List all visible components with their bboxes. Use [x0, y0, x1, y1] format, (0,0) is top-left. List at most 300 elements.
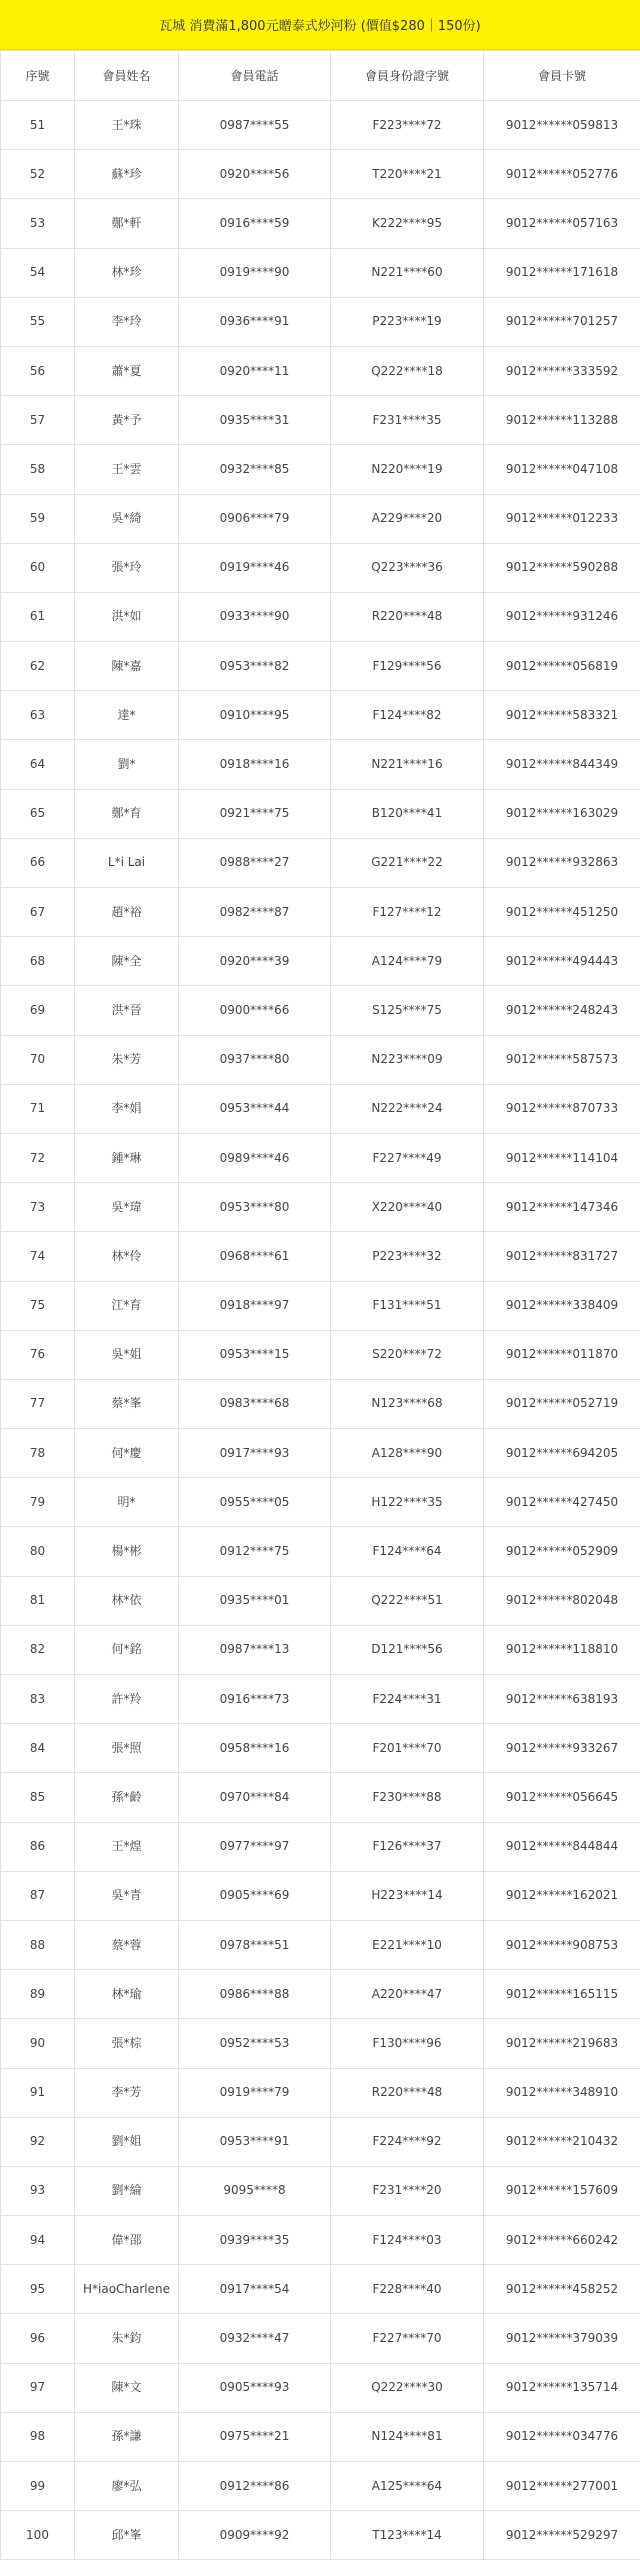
cell-id: F124****82 — [331, 691, 484, 740]
cell-card: 9012******059813 — [484, 101, 640, 150]
table-row — [1, 838, 640, 887]
cell-number: 97 — [1, 2363, 75, 2412]
cell-number: 64 — [1, 740, 75, 789]
cell-phone: 0937****80 — [179, 1035, 331, 1084]
cell-number: 94 — [1, 2216, 75, 2265]
cell-phone: 0918****16 — [179, 740, 331, 789]
cell-card: 9012******701257 — [484, 297, 640, 346]
table-row — [1, 2068, 640, 2117]
cell-card: 9012******933267 — [484, 1724, 640, 1773]
cell-number: 96 — [1, 2314, 75, 2363]
cell-name: 李*芳 — [75, 2068, 179, 2117]
cell-name: 朱*鈞 — [75, 2314, 179, 2363]
table-row — [1, 642, 640, 691]
table-row — [1, 150, 640, 199]
cell-card: 9012******162021 — [484, 1871, 640, 1920]
cell-phone: 0989****46 — [179, 1133, 331, 1182]
cell-number: 77 — [1, 1379, 75, 1428]
table-row — [1, 2462, 640, 2511]
cell-name: 黃*予 — [75, 396, 179, 445]
table-row — [1, 248, 640, 297]
cell-name: 吳*綺 — [75, 494, 179, 543]
cell-name: 吳*瑋 — [75, 1183, 179, 1232]
cell-name: 趙*裕 — [75, 888, 179, 937]
cell-card: 9012******660242 — [484, 2216, 640, 2265]
cell-card: 9012******348910 — [484, 2068, 640, 2117]
cell-card: 9012******219683 — [484, 2019, 640, 2068]
cell-number: 63 — [1, 691, 75, 740]
cell-name: 孫*齡 — [75, 1773, 179, 1822]
cell-id: F231****20 — [331, 2166, 484, 2215]
cell-number: 59 — [1, 494, 75, 543]
cell-name: 吳*青 — [75, 1871, 179, 1920]
table-row — [1, 396, 640, 445]
table-row — [1, 1871, 640, 1920]
cell-phone: 0916****73 — [179, 1675, 331, 1724]
table-row — [1, 199, 640, 248]
cell-card: 9012******338409 — [484, 1281, 640, 1330]
cell-number: 86 — [1, 1822, 75, 1871]
cell-name: 鄭*育 — [75, 789, 179, 838]
cell-id: A128****90 — [331, 1429, 484, 1478]
table-row — [1, 1133, 640, 1182]
cell-phone: 0939****35 — [179, 2216, 331, 2265]
cell-number: 83 — [1, 1675, 75, 1724]
cell-name: 李*娟 — [75, 1084, 179, 1133]
cell-phone: 0953****44 — [179, 1084, 331, 1133]
cell-id: N124****81 — [331, 2412, 484, 2461]
cell-card: 9012******590288 — [484, 543, 640, 592]
cell-phone: 0936****91 — [179, 297, 331, 346]
cell-name: 林*伶 — [75, 1232, 179, 1281]
table-row — [1, 986, 640, 1035]
cell-phone: 0912****86 — [179, 2462, 331, 2511]
cell-name: 李*玲 — [75, 297, 179, 346]
cell-phone: 0970****84 — [179, 1773, 331, 1822]
cell-id: F131****51 — [331, 1281, 484, 1330]
cell-id: F129****56 — [331, 642, 484, 691]
cell-name: 蔡*峯 — [75, 1379, 179, 1428]
cell-number: 78 — [1, 1429, 75, 1478]
cell-number: 57 — [1, 396, 75, 445]
table-row — [1, 1625, 640, 1674]
cell-id: S125****75 — [331, 986, 484, 1035]
table-row — [1, 1330, 640, 1379]
table-row — [1, 1183, 640, 1232]
cell-name: 陳*全 — [75, 937, 179, 986]
table-row — [1, 1281, 640, 1330]
cell-phone: 0986****88 — [179, 1970, 331, 2019]
cell-card: 9012******583321 — [484, 691, 640, 740]
cell-card: 9012******047108 — [484, 445, 640, 494]
cell-id: T220****21 — [331, 150, 484, 199]
cell-id: P223****19 — [331, 297, 484, 346]
cell-number: 53 — [1, 199, 75, 248]
cell-number: 67 — [1, 888, 75, 937]
cell-card: 9012******451250 — [484, 888, 640, 937]
cell-phone: 0916****59 — [179, 199, 331, 248]
cell-number: 73 — [1, 1183, 75, 1232]
cell-number: 98 — [1, 2412, 75, 2461]
cell-id: N221****60 — [331, 248, 484, 297]
cell-number: 76 — [1, 1330, 75, 1379]
cell-id: A124****79 — [331, 937, 484, 986]
table-row — [1, 789, 640, 838]
table-row — [1, 346, 640, 395]
cell-name: 鄭*軒 — [75, 199, 179, 248]
table-row — [1, 1576, 640, 1625]
cell-card: 9012******034776 — [484, 2412, 640, 2461]
cell-phone: 0987****13 — [179, 1625, 331, 1674]
cell-id: F130****96 — [331, 2019, 484, 2068]
cell-name: 陳*文 — [75, 2363, 179, 2412]
cell-number: 55 — [1, 297, 75, 346]
cell-id: H223****14 — [331, 1871, 484, 1920]
cell-number: 71 — [1, 1084, 75, 1133]
cell-id: N221****16 — [331, 740, 484, 789]
cell-number: 75 — [1, 1281, 75, 1330]
cell-number: 65 — [1, 789, 75, 838]
cell-phone: 0917****93 — [179, 1429, 331, 1478]
cell-phone: 0988****27 — [179, 838, 331, 887]
cell-id: Q222****51 — [331, 1576, 484, 1625]
cell-phone: 0935****31 — [179, 396, 331, 445]
cell-card: 9012******052776 — [484, 150, 640, 199]
cell-number: 51 — [1, 101, 75, 150]
cell-name: 邱*峯 — [75, 2511, 179, 2560]
cell-name: L*i Lai — [75, 838, 179, 887]
cell-number: 80 — [1, 1527, 75, 1576]
cell-phone: 0919****90 — [179, 248, 331, 297]
cell-id: G221****22 — [331, 838, 484, 887]
cell-phone: 0953****80 — [179, 1183, 331, 1232]
cell-phone: 0900****66 — [179, 986, 331, 1035]
table-row — [1, 1379, 640, 1428]
cell-name: 陳*嘉 — [75, 642, 179, 691]
cell-name: 王*雲 — [75, 445, 179, 494]
cell-name: 達* — [75, 691, 179, 740]
table-body — [1, 101, 640, 2560]
table-row — [1, 2117, 640, 2166]
members-table — [0, 50, 640, 2560]
table-row — [1, 2363, 640, 2412]
cell-card: 9012******056645 — [484, 1773, 640, 1822]
column-header-id: 會員身份證字號 — [331, 51, 484, 101]
cell-id: R220****48 — [331, 592, 484, 641]
cell-card: 9012******844349 — [484, 740, 640, 789]
cell-name: 廖*弘 — [75, 2462, 179, 2511]
cell-card: 9012******011870 — [484, 1330, 640, 1379]
cell-number: 56 — [1, 346, 75, 395]
cell-card: 9012******694205 — [484, 1429, 640, 1478]
cell-number: 60 — [1, 543, 75, 592]
table-row — [1, 1478, 640, 1527]
cell-id: F224****92 — [331, 2117, 484, 2166]
cell-name: 鍾*琳 — [75, 1133, 179, 1182]
cell-phone: 0917****54 — [179, 2265, 331, 2314]
cell-number: 52 — [1, 150, 75, 199]
cell-phone: 0912****75 — [179, 1527, 331, 1576]
cell-card: 9012******932863 — [484, 838, 640, 887]
cell-id: D121****56 — [331, 1625, 484, 1674]
cell-name: 許*羚 — [75, 1675, 179, 1724]
cell-phone: 0953****82 — [179, 642, 331, 691]
table-row — [1, 1822, 640, 1871]
cell-card: 9012******458252 — [484, 2265, 640, 2314]
cell-name: 楊*彬 — [75, 1527, 179, 1576]
cell-phone: 0968****61 — [179, 1232, 331, 1281]
cell-card: 9012******163029 — [484, 789, 640, 838]
cell-phone: 0919****79 — [179, 2068, 331, 2117]
cell-id: F230****88 — [331, 1773, 484, 1822]
cell-name: 孫*謙 — [75, 2412, 179, 2461]
cell-id: N223****09 — [331, 1035, 484, 1084]
column-header-number: 序號 — [1, 51, 75, 101]
cell-number: 88 — [1, 1920, 75, 1969]
cell-id: F228****40 — [331, 2265, 484, 2314]
column-header-phone: 會員電話 — [179, 51, 331, 101]
cell-card: 9012******802048 — [484, 1576, 640, 1625]
column-header-name: 會員姓名 — [75, 51, 179, 101]
cell-phone: 9095****8 — [179, 2166, 331, 2215]
cell-number: 70 — [1, 1035, 75, 1084]
table-row — [1, 1527, 640, 1576]
cell-card: 9012******210432 — [484, 2117, 640, 2166]
cell-card: 9012******333592 — [484, 346, 640, 395]
cell-number: 89 — [1, 1970, 75, 2019]
table-row — [1, 2265, 640, 2314]
cell-number: 85 — [1, 1773, 75, 1822]
cell-card: 9012******012233 — [484, 494, 640, 543]
cell-phone: 0933****90 — [179, 592, 331, 641]
cell-number: 54 — [1, 248, 75, 297]
cell-number: 68 — [1, 937, 75, 986]
cell-id: N220****19 — [331, 445, 484, 494]
cell-phone: 0919****46 — [179, 543, 331, 592]
cell-id: B120****41 — [331, 789, 484, 838]
cell-phone: 0909****92 — [179, 2511, 331, 2560]
cell-card: 9012******844844 — [484, 1822, 640, 1871]
table-row — [1, 1232, 640, 1281]
cell-name: 王*煌 — [75, 1822, 179, 1871]
cell-phone: 0918****97 — [179, 1281, 331, 1330]
cell-phone: 0905****69 — [179, 1871, 331, 1920]
cell-number: 62 — [1, 642, 75, 691]
table-row — [1, 494, 640, 543]
cell-card: 9012******277001 — [484, 2462, 640, 2511]
cell-phone: 0975****21 — [179, 2412, 331, 2461]
cell-number: 81 — [1, 1576, 75, 1625]
cell-phone: 0955****05 — [179, 1478, 331, 1527]
table-row — [1, 937, 640, 986]
cell-id: R220****48 — [331, 2068, 484, 2117]
table-row — [1, 101, 640, 150]
cell-id: K222****95 — [331, 199, 484, 248]
cell-number: 90 — [1, 2019, 75, 2068]
cell-number: 58 — [1, 445, 75, 494]
title-bar — [0, 0, 640, 50]
cell-number: 82 — [1, 1625, 75, 1674]
cell-number: 87 — [1, 1871, 75, 1920]
cell-card: 9012******147346 — [484, 1183, 640, 1232]
cell-card: 9012******057163 — [484, 199, 640, 248]
cell-name: 劉* — [75, 740, 179, 789]
table-row — [1, 543, 640, 592]
cell-card: 9012******114104 — [484, 1133, 640, 1182]
cell-card: 9012******056819 — [484, 642, 640, 691]
cell-phone: 0921****75 — [179, 789, 331, 838]
cell-id: Q222****18 — [331, 346, 484, 395]
cell-number: 79 — [1, 1478, 75, 1527]
cell-number: 74 — [1, 1232, 75, 1281]
table-row — [1, 1675, 640, 1724]
cell-id: F126****37 — [331, 1822, 484, 1871]
table-header-row — [1, 51, 640, 101]
cell-id: E221****10 — [331, 1920, 484, 1969]
cell-card: 9012******870733 — [484, 1084, 640, 1133]
cell-name: 張*棕 — [75, 2019, 179, 2068]
cell-phone: 0953****15 — [179, 1330, 331, 1379]
table-row — [1, 1773, 640, 1822]
cell-card: 9012******908753 — [484, 1920, 640, 1969]
cell-name: 張*玲 — [75, 543, 179, 592]
cell-name: 蔡*蓉 — [75, 1920, 179, 1969]
cell-id: H122****35 — [331, 1478, 484, 1527]
table-row — [1, 1429, 640, 1478]
cell-card: 9012******052909 — [484, 1527, 640, 1576]
table-row — [1, 297, 640, 346]
cell-name: 張*照 — [75, 1724, 179, 1773]
cell-card: 9012******113288 — [484, 396, 640, 445]
cell-name: 蘇*珍 — [75, 150, 179, 199]
cell-name: 王*珠 — [75, 101, 179, 150]
page-title: 瓦城 消費滿1,800元贈泰式炒河粉 (價值$280｜150份) — [159, 19, 481, 34]
cell-phone: 0910****95 — [179, 691, 331, 740]
cell-phone: 0983****68 — [179, 1379, 331, 1428]
cell-id: Q223****36 — [331, 543, 484, 592]
cell-id: Q222****30 — [331, 2363, 484, 2412]
table-row — [1, 1035, 640, 1084]
cell-name: 林*瑜 — [75, 1970, 179, 2019]
cell-name: 江*育 — [75, 1281, 179, 1330]
cell-card: 9012******379039 — [484, 2314, 640, 2363]
cell-name: 蕭*夏 — [75, 346, 179, 395]
cell-card: 9012******587573 — [484, 1035, 640, 1084]
cell-number: 93 — [1, 2166, 75, 2215]
cell-name: 何*慶 — [75, 1429, 179, 1478]
table-row — [1, 1970, 640, 2019]
cell-name: 朱*芳 — [75, 1035, 179, 1084]
cell-number: 95 — [1, 2265, 75, 2314]
cell-name: H*iaoCharlene — [75, 2265, 179, 2314]
cell-id: F201****70 — [331, 1724, 484, 1773]
table-row — [1, 2019, 640, 2068]
cell-name: 洪*晉 — [75, 986, 179, 1035]
table-row — [1, 888, 640, 937]
cell-number: 72 — [1, 1133, 75, 1182]
cell-number: 100 — [1, 2511, 75, 2560]
cell-phone: 0978****51 — [179, 1920, 331, 1969]
cell-id: F223****72 — [331, 101, 484, 150]
cell-phone: 0935****01 — [179, 1576, 331, 1625]
cell-phone: 0920****11 — [179, 346, 331, 395]
cell-id: N123****68 — [331, 1379, 484, 1428]
table-row — [1, 2314, 640, 2363]
cell-card: 9012******157609 — [484, 2166, 640, 2215]
cell-card: 9012******165115 — [484, 1970, 640, 2019]
cell-phone: 0952****53 — [179, 2019, 331, 2068]
cell-id: A125****64 — [331, 2462, 484, 2511]
cell-number: 99 — [1, 2462, 75, 2511]
cell-phone: 0953****91 — [179, 2117, 331, 2166]
cell-name: 偉*邵 — [75, 2216, 179, 2265]
cell-id: N222****24 — [331, 1084, 484, 1133]
table-row — [1, 1084, 640, 1133]
cell-phone: 0932****85 — [179, 445, 331, 494]
cell-card: 9012******931246 — [484, 592, 640, 641]
cell-card: 9012******118810 — [484, 1625, 640, 1674]
cell-id: F227****49 — [331, 1133, 484, 1182]
cell-phone: 0932****47 — [179, 2314, 331, 2363]
cell-id: A220****47 — [331, 1970, 484, 2019]
table-row — [1, 1920, 640, 1969]
table-row — [1, 445, 640, 494]
cell-card: 9012******135714 — [484, 2363, 640, 2412]
table-row — [1, 2511, 640, 2560]
cell-phone: 0958****16 — [179, 1724, 331, 1773]
cell-name: 劉*姐 — [75, 2117, 179, 2166]
table-row — [1, 2412, 640, 2461]
table-row — [1, 2216, 640, 2265]
cell-card: 9012******831727 — [484, 1232, 640, 1281]
cell-id: F124****64 — [331, 1527, 484, 1576]
cell-name: 林*珍 — [75, 248, 179, 297]
cell-name: 何*銘 — [75, 1625, 179, 1674]
cell-number: 92 — [1, 2117, 75, 2166]
cell-id: F227****70 — [331, 2314, 484, 2363]
cell-number: 66 — [1, 838, 75, 887]
cell-card: 9012******638193 — [484, 1675, 640, 1724]
cell-id: P223****32 — [331, 1232, 484, 1281]
table-row — [1, 592, 640, 641]
table-row — [1, 1724, 640, 1773]
cell-card: 9012******171618 — [484, 248, 640, 297]
cell-id: T123****14 — [331, 2511, 484, 2560]
cell-phone: 0920****56 — [179, 150, 331, 199]
cell-name: 明* — [75, 1478, 179, 1527]
cell-number: 69 — [1, 986, 75, 1035]
cell-card: 9012******529297 — [484, 2511, 640, 2560]
cell-name: 洪*如 — [75, 592, 179, 641]
cell-phone: 0982****87 — [179, 888, 331, 937]
cell-id: F124****03 — [331, 2216, 484, 2265]
cell-id: F231****35 — [331, 396, 484, 445]
cell-number: 61 — [1, 592, 75, 641]
cell-phone: 0920****39 — [179, 937, 331, 986]
cell-name: 吳*姐 — [75, 1330, 179, 1379]
cell-card: 9012******248243 — [484, 986, 640, 1035]
cell-id: A229****20 — [331, 494, 484, 543]
cell-number: 91 — [1, 2068, 75, 2117]
cell-phone: 0906****79 — [179, 494, 331, 543]
table-row — [1, 691, 640, 740]
column-header-card: 會員卡號 — [484, 51, 640, 101]
cell-name: 劉*綸 — [75, 2166, 179, 2215]
cell-card: 9012******494443 — [484, 937, 640, 986]
cell-phone: 0905****93 — [179, 2363, 331, 2412]
cell-name: 林*依 — [75, 1576, 179, 1625]
cell-card: 9012******427450 — [484, 1478, 640, 1527]
